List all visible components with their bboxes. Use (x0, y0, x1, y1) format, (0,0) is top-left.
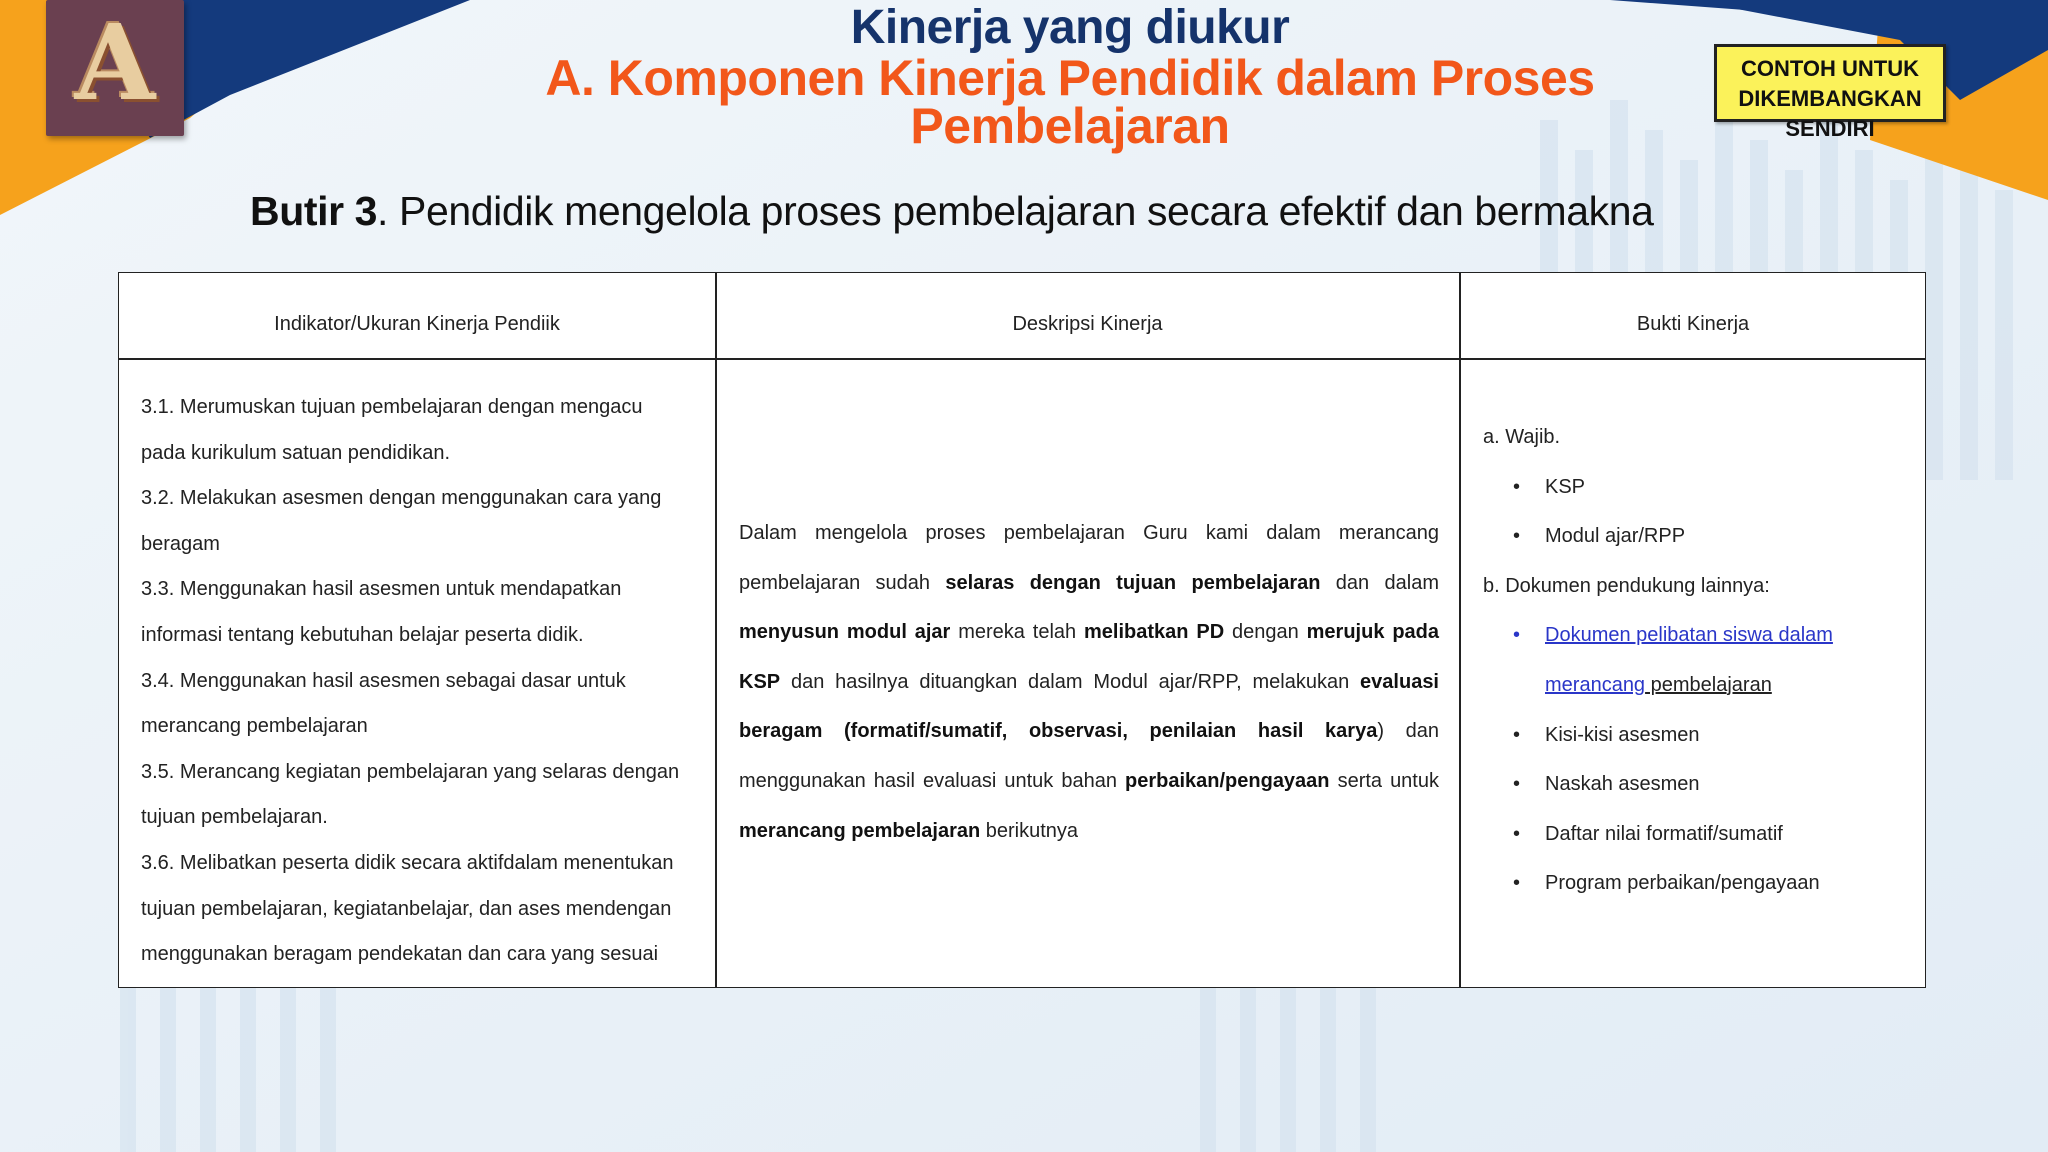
evidence-item: Program perbaikan/pengayaan (1545, 872, 1820, 895)
indicator-line: merancang pembelajaran (141, 715, 368, 738)
bullet-icon: • (1513, 525, 1521, 548)
bullet-icon: • (1513, 822, 1521, 845)
desc-segment-bold: evaluasi beragam (formatif/sumatif, observasi, penilaian hasil karya (739, 670, 1439, 743)
desc-segment: berikutnya (980, 819, 1079, 842)
dokumen-pelibatan-link[interactable]: Dokumen pelibatan siswa dalam (1545, 624, 1833, 647)
header-bukti: Bukti Kinerja (1636, 313, 1750, 335)
list-item (1483, 859, 1903, 909)
dokumen-pelibatan-link-cont[interactable]: merancang (1545, 673, 1646, 696)
desc-segment: dengan (1224, 621, 1307, 644)
indicator-line: informasi tentang kebutuhan belajar peserta didik. (141, 623, 584, 646)
list-item (1483, 711, 1903, 761)
link-continuation (1545, 661, 1772, 711)
indicator-line: 3.5. Merancang kegiatan pembelajaran yang selaras dengan (141, 760, 680, 783)
link-tail-text: pembelajaran (1645, 673, 1772, 696)
indicator-line: pada kurikulum satuan pendidikan. (141, 441, 451, 464)
indicator-line: 3.2. Melakukan asesmen dengan menggunakan cara yang (141, 487, 662, 510)
indicator-line: menggunakan beragam pendekatan dan cara yang sesuai (141, 943, 659, 966)
wajib-heading: a. Wajib. (1483, 426, 1561, 448)
bullet-icon: • (1513, 624, 1521, 647)
bullet-icon: • (1513, 872, 1521, 895)
page-title: Kinerja yang diukur (850, 1, 1290, 54)
list-item (1483, 512, 1903, 562)
desc-segment-bold: menyusun modul ajar (739, 621, 951, 644)
list-item (1483, 611, 1903, 661)
pendukung-heading: b. Dokumen pendukung lainnya: (1483, 574, 1770, 597)
desc-segment: dan hasilnya dituangkan dalam Modul ajar/RPP, melakukan (780, 670, 1361, 693)
header-divider (119, 358, 1925, 360)
desc-segment-bold: merancang pembelajaran (739, 819, 981, 842)
indicator-line: 3.6. Melibatkan peserta didik secara aktifdalam menentukan (141, 851, 674, 874)
section-title: A. Komponen Kinerja Pendidik dalam Proses Pembelajaran (545, 50, 1595, 154)
evidence-item: Kisi-kisi asesmen (1545, 723, 1700, 746)
performance-table (118, 272, 1926, 988)
indicator-line: 3.4. Menggunakan hasil asesmen sebagai dasar untuk (141, 669, 626, 692)
bullet-icon: • (1513, 773, 1521, 796)
column-divider (715, 273, 717, 987)
indicator-line: beragam (141, 532, 220, 555)
desc-segment: mereka telah (950, 621, 1085, 644)
header-indikator: Indikator/Ukuran Kinerja Pendiik (274, 313, 560, 335)
evidence-list (1483, 413, 1903, 909)
bullet-icon: • (1513, 723, 1521, 746)
desc-segment-bold: merujuk pada KSP (739, 621, 1439, 693)
list-item (1483, 760, 1903, 810)
desc-segment-bold: perbaikan/pengayaan (1125, 769, 1330, 792)
example-badge (1714, 44, 1946, 141)
list-item (1483, 810, 1903, 860)
desc-segment: serta untuk (1329, 769, 1439, 792)
header-deskripsi: Deskripsi Kinerja (1012, 313, 1163, 335)
desc-segment-bold: selaras dengan tujuan pembelajaran (945, 571, 1321, 594)
indicator-line: tujuan pembelajaran, kegiatanbelajar, dan ases mendengan (141, 897, 672, 920)
evidence-item: Naskah asesmen (1545, 773, 1700, 796)
desc-segment: ) dan menggunakan hasil evaluasi untuk bahan (739, 720, 1439, 792)
list-item (1483, 463, 1903, 513)
badge-line2: DIKEMBANGKAN SENDIRI (1738, 86, 1922, 141)
indicator-line: 3.1. Merumuskan tujuan pembelajaran dengan mengacu (141, 396, 643, 418)
logo (46, 0, 184, 136)
column-divider (1459, 273, 1461, 987)
performance-description (739, 509, 1439, 856)
evidence-item: KSP (1545, 475, 1586, 498)
indicator-line: tujuan pembelajaran. (141, 806, 328, 829)
badge-line1: CONTOH UNTUK (1740, 56, 1920, 81)
butir-heading (250, 184, 1654, 238)
bullet-icon: • (1513, 475, 1521, 498)
indicator-line: 3.3. Menggunakan hasil asesmen untuk mendapatkan (141, 578, 622, 601)
indicator-list (141, 385, 701, 978)
logo-letter: A (74, 1, 156, 124)
desc-segment: Dalam mengelola proses pembelajaran Guru kami dalam merancang pembelajaran sudah (739, 522, 1439, 594)
evidence-item: Modul ajar/RPP (1545, 525, 1686, 548)
desc-segment: dan dalam (1320, 571, 1439, 594)
butir-label: Butir 3 (250, 188, 378, 234)
desc-segment-bold: melibatkan PD (1084, 621, 1225, 644)
butir-text: Pendidik mengelola proses pembelajaran secara efektif dan bermakna (399, 188, 1654, 234)
butir-separator: . (377, 188, 400, 234)
list-item (1483, 661, 1903, 711)
evidence-item: Daftar nilai formatif/sumatif (1545, 822, 1783, 845)
